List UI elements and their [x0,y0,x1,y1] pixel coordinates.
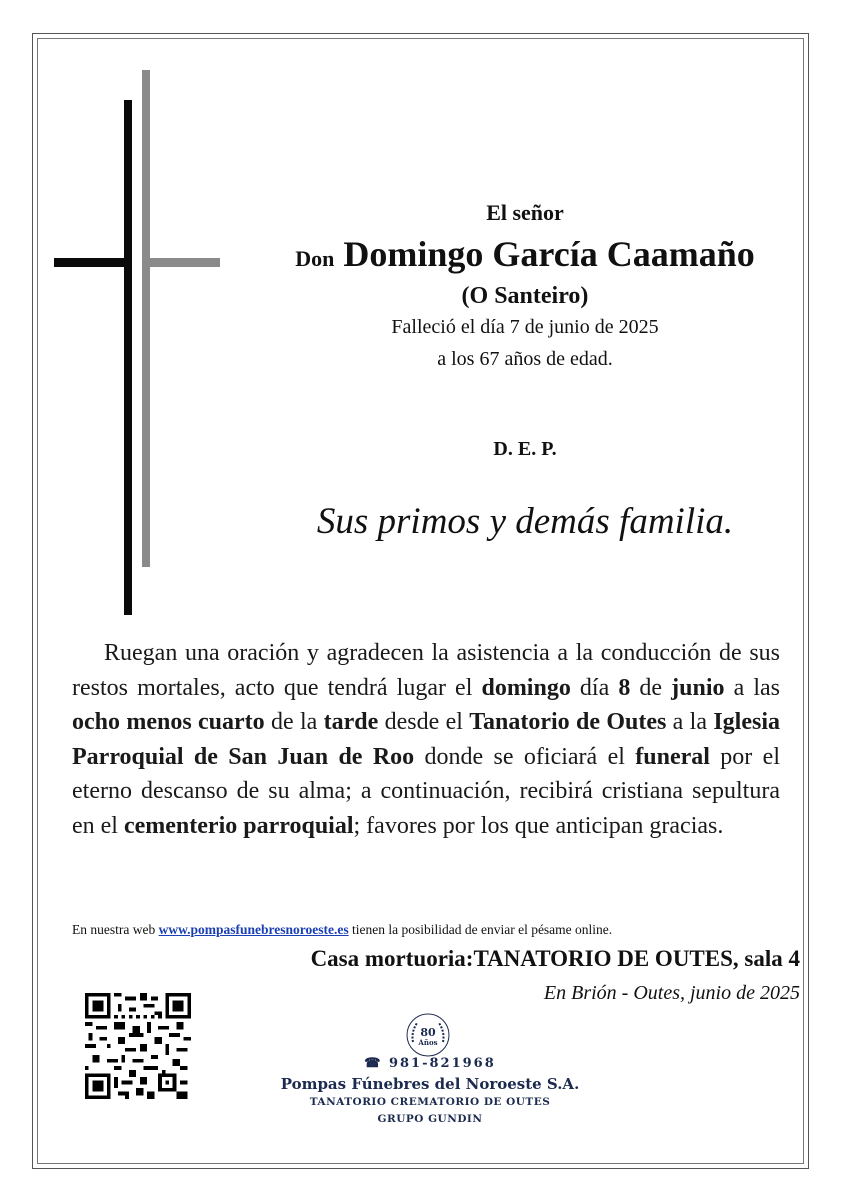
web-note [72,922,792,938]
deceased-name [230,232,820,281]
honorific: Don [295,246,335,271]
company-name: Pompas Fúnebres del Noroeste S.A. [280,1075,580,1093]
title-prefix: El señor [486,200,564,225]
body-text-2: día [570,674,619,701]
body-text-9: por el eterno descanso de su alma; a continuación, recibirá cristiana sepultura en el [72,743,780,839]
body-bold-time: ocho menos cuarto [72,709,265,735]
body-bold-period: tarde [323,709,379,735]
rest-in-peace: D. E. P. [493,438,557,460]
place-date: En Brión - Outes, junio de 2025 [543,982,800,1004]
death-date: Falleció el día 7 de junio de 2025 [391,316,659,338]
body-bold-cemetery: cementerio parroquial [123,812,354,839]
body-text-8: donde se oficiará el [414,743,636,770]
body-text-6: desde el [378,709,470,735]
cross-black-vertical [124,100,132,615]
website-link[interactable]: www.pompasfunebresnoroeste.es [158,922,349,937]
web-note-prefix: En nuestra web [72,922,159,937]
cross-gray-horizontal [142,258,220,267]
body-text-10: ; favores por los que anticipan gracias. [353,812,724,839]
family-line: Sus primos y demás familia. [316,501,734,542]
company-phone[interactable] [230,1056,630,1071]
alias: (O Santeiro) [461,283,589,309]
phone-number: 981-821968 [388,1056,496,1071]
company-tanatorio: TANATORIO CREMATORIO DE OUTES [309,1096,551,1108]
qr-code-icon[interactable] [85,993,191,1099]
body-text-3: de [630,674,672,701]
body-text-5: de la [264,709,324,735]
cross-gray-vertical [142,70,150,567]
casa-mortuoria: Casa mortuoria:TANATORIO DE OUTES, sala 4 [310,946,800,971]
ceremony-text [72,636,780,843]
body-bold-origin: Tanatorio de Outes [469,709,667,735]
body-bold-date: 8 [618,674,631,701]
body-bold-church: Iglesia Parroquial de San Juan de Roo [72,709,780,770]
body-bold-day: domingo [481,674,571,701]
body-text-1: Ruegan una oración y agradecen la asistencia a la conducción de sus restos mortales, acto que tendrá lugar el [72,640,780,701]
cross-black-horizontal [54,258,132,267]
company-group: GRUPO GUNDIN [377,1113,483,1125]
anniversary-logo-icon [405,1012,451,1058]
age: a los 67 años de edad. [437,348,613,370]
name-text: Domingo García Caamaño [343,234,755,274]
body-text-4: a las [724,674,781,701]
telephone-icon: ☎ [364,1056,383,1071]
body-bold-funeral: funeral [635,743,710,770]
logo-number: 80 [420,1026,436,1039]
body-text-7: a la [666,709,714,735]
logo-label: Años [418,1038,438,1047]
body-bold-month: junio [671,674,725,701]
web-note-suffix: tienen la posibilidad de enviar el pésame online. [348,922,613,937]
